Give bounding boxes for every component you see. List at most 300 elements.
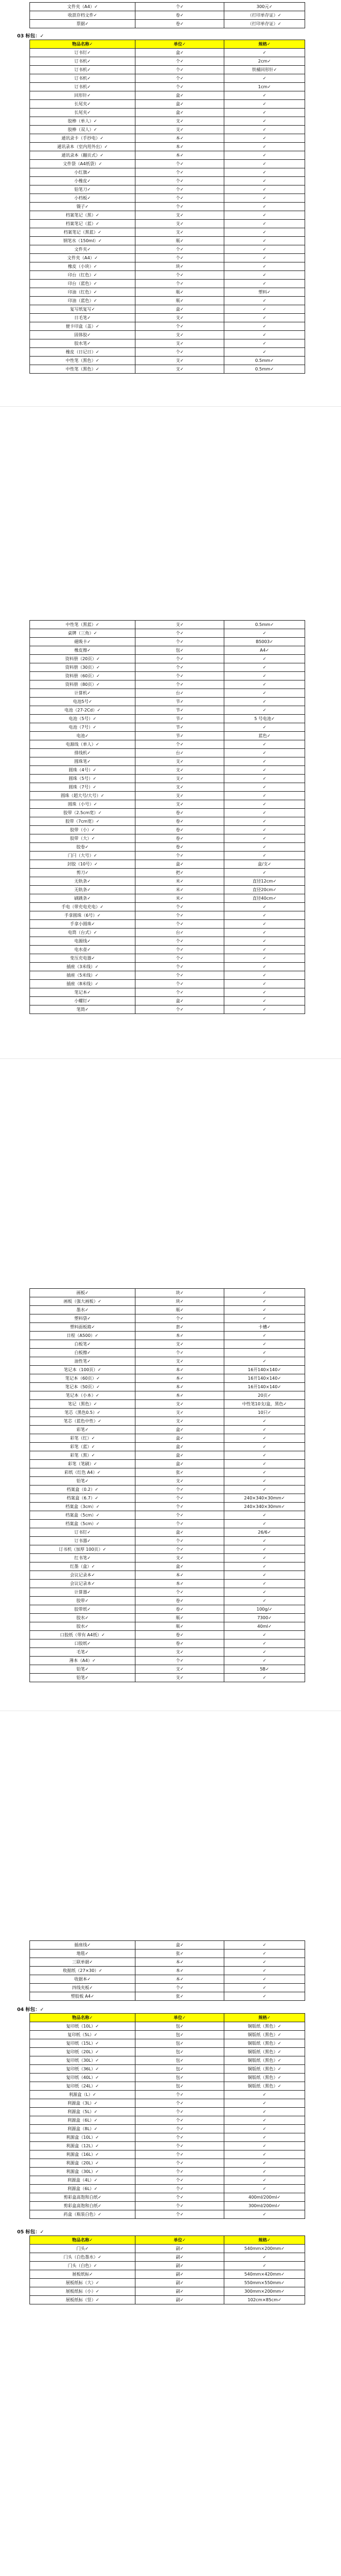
table-row	[30, 988, 305, 997]
table-row	[30, 1958, 305, 1967]
spec-cell: ✓	[224, 271, 305, 280]
header-cell: 规格✓	[224, 40, 305, 49]
spec-cell: ✓	[224, 698, 305, 706]
item-name-cell: 复写纸复写✓	[30, 305, 135, 314]
item-name-cell: 利源盒（12L）✓	[30, 2142, 135, 2150]
table-row	[30, 143, 305, 151]
unit-cell: 支✓	[135, 228, 224, 237]
item-name-cell: 利源盒（8L）✓	[30, 2125, 135, 2133]
unit-cell: 盒✓	[135, 997, 224, 1005]
table-row	[30, 1571, 305, 1580]
item-name-cell: 会议记录本✓	[30, 1571, 135, 1580]
table-row	[30, 672, 305, 680]
document-page-3	[0, 1288, 341, 1716]
item-name-cell: 日毛笔✓	[30, 314, 135, 322]
table-row	[30, 160, 305, 168]
table-row	[30, 151, 305, 160]
item-name-cell: 胶棒（单人）✓	[30, 117, 135, 126]
table-row	[30, 929, 305, 937]
spec-cell: ✓	[224, 117, 305, 126]
table-row	[30, 1417, 305, 1426]
unit-cell: 个✓	[135, 638, 224, 646]
item-name-cell: 三联单据✓	[30, 1958, 135, 1967]
unit-cell: 本✓	[135, 1571, 224, 1580]
table-row	[30, 1383, 305, 1391]
table-row	[30, 2099, 305, 2108]
spec-cell: 铜版纸（黑色）✓	[224, 2031, 305, 2039]
table-row	[30, 100, 305, 109]
unit-cell: 个✓	[135, 348, 224, 357]
item-name-cell: 会议记录本✓	[30, 1580, 135, 1588]
item-name-cell: 文件夹✓	[30, 245, 135, 254]
table-row	[30, 1950, 305, 1958]
table-row	[30, 1366, 305, 1374]
spec-cell: ✓	[224, 723, 305, 732]
spec-cell: ✓	[224, 134, 305, 143]
unit-cell: 个✓	[135, 83, 224, 91]
item-name-cell: 无轨条✓	[30, 877, 135, 886]
table-row	[30, 1984, 305, 1992]
spec-cell: 5 号电池✓	[224, 715, 305, 723]
item-name-cell: 展板纸标✓	[30, 2270, 135, 2279]
table-row	[30, 126, 305, 134]
unit-cell: 个✓	[135, 2185, 224, 2193]
table-row	[30, 2193, 305, 2202]
item-name-cell: 中性笔（黑蓝）✓	[30, 621, 135, 629]
unit-cell: 个✓	[135, 177, 224, 185]
item-name-cell: 日程（A500）✓	[30, 1332, 135, 1340]
table-row	[30, 203, 305, 211]
unit-cell: 支✓	[135, 211, 224, 220]
unit-cell: 个✓	[135, 1520, 224, 1528]
item-name-cell: 剪彩盒高饱和白纸✓	[30, 2202, 135, 2210]
item-name-cell: 电筒（台式）✓	[30, 929, 135, 937]
item-name-cell: 铅笔✓	[30, 1477, 135, 1486]
unit-cell: 个✓	[135, 740, 224, 749]
table-row	[30, 826, 305, 834]
item-name-cell: 毛笔✓	[30, 1648, 135, 1657]
item-name-cell: 铅笔✓	[30, 1665, 135, 1674]
spec-cell: ✓	[224, 971, 305, 980]
table-row	[30, 997, 305, 1005]
unit-cell: 卷✓	[135, 843, 224, 852]
item-name-cell: 胶带（7cm宽）✓	[30, 817, 135, 826]
table-row	[30, 629, 305, 638]
table-row	[30, 11, 305, 20]
table-row	[30, 1562, 305, 1571]
item-name-cell: 订书器✓	[30, 1537, 135, 1545]
item-name-cell: 订书钉✓	[30, 1528, 135, 1537]
item-name-cell: 薄本（A4）✓	[30, 1657, 135, 1665]
item-name-cell: 便卡印盒（盖）✓	[30, 322, 135, 331]
spec-cell: ✓	[224, 963, 305, 971]
table-row	[30, 2168, 305, 2176]
item-name-cell: 胶卷✓	[30, 843, 135, 852]
unit-cell: 包✓	[135, 2031, 224, 2039]
table-row	[30, 2048, 305, 2056]
unit-cell: 卷✓	[135, 1631, 224, 1639]
header-cell: 规格✓	[224, 2236, 305, 2245]
item-name-cell: 订书机✓	[30, 66, 135, 74]
spec-cell: ✓	[224, 151, 305, 160]
item-name-cell: 通讯录本（翻页式）✓	[30, 151, 135, 160]
spec-cell: ✓	[224, 1297, 305, 1306]
table-row	[30, 2150, 305, 2159]
table-row	[30, 322, 305, 331]
unit-cell: 本✓	[135, 1374, 224, 1383]
spec-cell: ✓	[224, 2133, 305, 2142]
unit-cell: 节✓	[135, 732, 224, 740]
spec-cell: ✓	[224, 1349, 305, 1357]
unit-cell: 个✓	[135, 1486, 224, 1494]
page-separator	[0, 406, 341, 407]
table-row	[30, 663, 305, 672]
item-name-cell: 笔记本（小本）✓	[30, 1391, 135, 1400]
table-row	[30, 2202, 305, 2210]
table-row	[30, 57, 305, 66]
header-cell: 规格✓	[224, 2014, 305, 2022]
unit-cell: 套✓	[135, 1323, 224, 1332]
spec-cell: 300ml/200ml✓	[224, 2202, 305, 2210]
unit-cell: 节✓	[135, 723, 224, 732]
item-name-cell: 资料册（20页）✓	[30, 655, 135, 663]
unit-cell: 支✓	[135, 775, 224, 783]
unit-cell: 块✓	[135, 1289, 224, 1297]
unit-cell: 盒✓	[135, 109, 224, 117]
unit-cell: 卷✓	[135, 1605, 224, 1614]
unit-cell: 支✓	[135, 357, 224, 365]
table-row	[30, 1674, 305, 1682]
unit-cell: 个✓	[135, 1349, 224, 1357]
unit-cell: 本✓	[135, 1332, 224, 1340]
spec-cell: ✓	[224, 254, 305, 262]
unit-cell: 个✓	[135, 2210, 224, 2219]
spec-cell: ✓	[224, 843, 305, 852]
spec-cell: ✓	[224, 911, 305, 920]
item-name-cell: 通讯录卡（手抄电）✓	[30, 134, 135, 143]
section-label-04: 04 标包：✓	[17, 2007, 44, 2013]
table-row	[30, 1486, 305, 1494]
unit-cell: 盒✓	[135, 1451, 224, 1460]
table-row	[30, 1941, 305, 1950]
item-name-cell: 胶带（小）✓	[30, 826, 135, 834]
unit-cell: 个✓	[135, 160, 224, 168]
item-name-cell: 电池（5号）✓	[30, 715, 135, 723]
table-row	[30, 1537, 305, 1545]
unit-cell: 支✓	[135, 1340, 224, 1349]
item-name-cell: 钢笔水（150ml）✓	[30, 237, 135, 245]
table-row	[30, 288, 305, 297]
item-name-cell: 圆珠笔✓	[30, 757, 135, 766]
spec-cell: 7300✓	[224, 1614, 305, 1622]
spec-cell: ✓	[224, 680, 305, 689]
item-name-cell: 长尾夹✓	[30, 109, 135, 117]
item-name-cell: 复印纸（24L）✓	[30, 2082, 135, 2091]
spec-cell: ✓	[224, 2108, 305, 2116]
table-row	[30, 1631, 305, 1639]
spec-cell: ✓	[224, 980, 305, 988]
spec-cell: 102cm×85cm✓	[224, 2296, 305, 2304]
table-row	[30, 2279, 305, 2287]
unit-cell: 个✓	[135, 980, 224, 988]
table-row	[30, 49, 305, 57]
spec-cell: ✓	[224, 1520, 305, 1528]
unit-cell: 副✓	[135, 2279, 224, 2287]
unit-cell: 支✓	[135, 800, 224, 809]
unit-cell: 包✓	[135, 646, 224, 655]
unit-cell: 支✓	[135, 1554, 224, 1562]
table-row	[30, 800, 305, 809]
spec-cell: A4✓	[224, 646, 305, 655]
unit-cell: 支✓	[135, 1648, 224, 1657]
table-row	[30, 920, 305, 929]
item-name-cell: 订书机✓	[30, 57, 135, 66]
item-name-cell: 插座线✓	[30, 1941, 135, 1950]
unit-cell: 个✓	[135, 911, 224, 920]
table-row	[30, 331, 305, 339]
item-name-cell: 档案盒（5cm）✓	[30, 1520, 135, 1528]
table-row	[30, 2125, 305, 2133]
table-row	[30, 2116, 305, 2125]
table-row	[30, 1426, 305, 1434]
item-name-cell: 彩笔✓	[30, 1426, 135, 1434]
item-name-cell: 复印纸（40L）✓	[30, 2074, 135, 2082]
item-name-cell: 订书机✓	[30, 74, 135, 83]
table-header-row	[30, 40, 305, 49]
spec-cell: 直径20cm✓	[224, 886, 305, 894]
unit-cell: 个✓	[135, 988, 224, 997]
table-row	[30, 655, 305, 663]
table-row	[30, 809, 305, 817]
spec-cell: ✓	[224, 2125, 305, 2133]
unit-cell: 个✓	[135, 954, 224, 963]
table-row	[30, 91, 305, 100]
spec-cell: 铁桶回形针✓	[224, 66, 305, 74]
spec-cell: ✓	[224, 988, 305, 997]
item-name-cell: 画板（强大画板）✓	[30, 1297, 135, 1306]
spec-cell: 5B✓	[224, 1665, 305, 1674]
spec-cell: ✓	[224, 937, 305, 946]
item-name-cell: 剪彩盒高饱和白纸✓	[30, 2193, 135, 2202]
spec-cell: ✓	[224, 74, 305, 83]
spec-cell: 20页✓	[224, 1391, 305, 1400]
table-row	[30, 723, 305, 732]
table-row	[30, 2253, 305, 2262]
item-name-cell: 磁吸卡✓	[30, 638, 135, 646]
item-name-cell: 长尾夹✓	[30, 100, 135, 109]
item-name-cell: 资料册（30页）✓	[30, 663, 135, 672]
spec-cell: 直径40cm✓	[224, 894, 305, 903]
unit-cell: 盒✓	[135, 1528, 224, 1537]
table-row	[30, 715, 305, 723]
spec-cell: ✓	[224, 749, 305, 757]
table-row	[30, 1314, 305, 1323]
item-name-cell: 门头（白色）✓	[30, 2262, 135, 2270]
unit-cell: 节✓	[135, 706, 224, 715]
spec-cell: ✓	[224, 655, 305, 663]
spec-cell: ✓	[224, 1580, 305, 1588]
unit-cell: 米✓	[135, 877, 224, 886]
spec-cell: 中性笔10支/盒，黑色✓	[224, 1400, 305, 1409]
item-name-cell: 插座（8米线）✓	[30, 980, 135, 988]
unit-cell: 卷✓	[135, 834, 224, 843]
item-name-cell: 电源线✓	[30, 937, 135, 946]
item-name-cell: 橡皮擦✓	[30, 646, 135, 655]
unit-cell: 盒✓	[135, 860, 224, 869]
spec-cell: ✓	[224, 2091, 305, 2099]
unit-cell: 张✓	[135, 1950, 224, 1958]
table-row	[30, 1391, 305, 1400]
table-row	[30, 109, 305, 117]
item-name-cell: 订书机✓	[30, 83, 135, 91]
table-row	[30, 2056, 305, 2065]
unit-cell: 瓶✓	[135, 1622, 224, 1631]
table-row	[30, 2185, 305, 2193]
table-row	[30, 1580, 305, 1588]
table-row	[30, 1400, 305, 1409]
unit-cell: 个✓	[135, 903, 224, 911]
spec-cell: ✓	[224, 1571, 305, 1580]
table-row	[30, 74, 305, 83]
spec-cell: ✓	[224, 740, 305, 749]
spec-cell: ✓	[224, 800, 305, 809]
spec-cell: ✓	[224, 2150, 305, 2159]
unit-cell: 个✓	[135, 1984, 224, 1992]
unit-cell: 支✓	[135, 766, 224, 775]
table-row	[30, 1597, 305, 1605]
spec-cell: ✓	[224, 809, 305, 817]
unit-cell: 支✓	[135, 621, 224, 629]
item-name-cell: 插座（3米线）✓	[30, 963, 135, 971]
item-name-cell: 计算器✓	[30, 1588, 135, 1597]
table-row	[30, 698, 305, 706]
spec-cell: ✓	[224, 348, 305, 357]
spec-cell: 26/6✓	[224, 1528, 305, 1537]
item-name-cell: 复印纸（5L）✓	[30, 2031, 135, 2039]
spec-cell: ✓	[224, 629, 305, 638]
spec-cell: ✓	[224, 2185, 305, 2193]
unit-cell: 卷✓	[135, 817, 224, 826]
unit-cell: 张✓	[135, 1992, 224, 2001]
spec-cell: 240×340×30mm✓	[224, 1494, 305, 1503]
unit-cell: 个✓	[135, 1545, 224, 1554]
spec-cell: 0.5mm✓	[224, 365, 305, 374]
item-name-cell: 画板✓	[30, 1289, 135, 1297]
table-row	[30, 1992, 305, 2001]
item-name-cell: 排线机✓	[30, 749, 135, 757]
item-name-cell: 资料册（80页）✓	[30, 680, 135, 689]
spec-cell: ✓	[224, 1537, 305, 1545]
table-row	[30, 2270, 305, 2279]
item-name-cell: 利源盒（10L）✓	[30, 2133, 135, 2142]
spec-cell: ✓	[224, 766, 305, 775]
spec-cell: 铜版纸（黑色）✓	[224, 2048, 305, 2056]
item-name-cell: 胶带纸✓	[30, 1605, 135, 1614]
spec-cell: ✓	[224, 237, 305, 245]
unit-cell: 卷✓	[135, 809, 224, 817]
spec-cell: ✓	[224, 672, 305, 680]
spec-cell: ✓	[224, 49, 305, 57]
table-row	[30, 1340, 305, 1349]
table-row	[30, 1306, 305, 1314]
unit-cell: 支✓	[135, 1477, 224, 1486]
unit-cell: 个✓	[135, 245, 224, 254]
item-name-cell: 计算机✓	[30, 689, 135, 698]
unit-cell: 支✓	[135, 792, 224, 800]
unit-cell: 米✓	[135, 886, 224, 894]
unit-cell: 个✓	[135, 2159, 224, 2168]
spec-cell: ✓	[224, 920, 305, 929]
item-name-cell: 塑胶板 A4✓	[30, 1992, 135, 2001]
table-row	[30, 1289, 305, 1297]
table-row	[30, 1639, 305, 1648]
unit-cell: 盒✓	[135, 305, 224, 314]
table-row	[30, 339, 305, 348]
unit-cell: 支✓	[135, 117, 224, 126]
document-page-2	[0, 620, 341, 1048]
table-row	[30, 2065, 305, 2074]
unit-cell: 个✓	[135, 2099, 224, 2108]
table-row	[30, 834, 305, 843]
unit-cell: 瓶✓	[135, 237, 224, 245]
spec-cell: ✓	[224, 1941, 305, 1950]
item-name-cell: 电水壶✓	[30, 946, 135, 954]
unit-cell: 副✓	[135, 2287, 224, 2296]
item-name-cell: 档案盒（0.2）✓	[30, 1486, 135, 1494]
spec-cell: ✓	[224, 1306, 305, 1314]
unit-cell: 瓶✓	[135, 1306, 224, 1314]
unit-cell: 副✓	[135, 2245, 224, 2253]
unit-cell: 支✓	[135, 126, 224, 134]
table-row	[30, 245, 305, 254]
table-row	[30, 2108, 305, 2116]
item-name-cell: 复印纸（10L）✓	[30, 2022, 135, 2031]
table-row	[30, 680, 305, 689]
item-name-cell: 彩笔（笔刷）✓	[30, 1460, 135, 1468]
spec-cell: ✓	[224, 177, 305, 185]
spec-cell: ✓	[224, 997, 305, 1005]
unit-cell: 个✓	[135, 920, 224, 929]
table-row	[30, 1297, 305, 1306]
item-name-cell: 票据✓	[30, 20, 135, 28]
item-table-section-03	[29, 40, 305, 374]
spec-cell: ✓	[224, 2262, 305, 2270]
table-row	[30, 117, 305, 126]
item-name-cell: 利源盒（5L）✓	[30, 2108, 135, 2116]
spec-cell: ✓	[224, 2210, 305, 2219]
spec-cell: ✓	[224, 2168, 305, 2176]
item-name-cell: 圆珠（5号）✓	[30, 775, 135, 783]
item-name-cell: 印台（蓝色）✓	[30, 280, 135, 288]
table-row	[30, 1494, 305, 1503]
item-name-cell: 展板纸标（小）✓	[30, 2287, 135, 2296]
spec-cell: ✓	[224, 100, 305, 109]
spec-cell: ✓	[224, 1289, 305, 1297]
table-row	[30, 1468, 305, 1477]
unit-cell: 盒✓	[135, 1434, 224, 1443]
spec-cell: ✓	[224, 1486, 305, 1494]
spec-cell: ✓	[224, 2159, 305, 2168]
item-name-cell: 口胶纸（带有 A4纸）✓	[30, 1631, 135, 1639]
unit-cell: 个✓	[135, 74, 224, 83]
table-row	[30, 621, 305, 629]
item-name-cell: 油性笔✓	[30, 1357, 135, 1366]
unit-cell: 盒✓	[135, 1460, 224, 1468]
item-name-cell: 剪刀✓	[30, 869, 135, 877]
table-row	[30, 775, 305, 783]
unit-cell: 支✓	[135, 1409, 224, 1417]
section-label-05: 05 标包：✓	[17, 2230, 44, 2235]
